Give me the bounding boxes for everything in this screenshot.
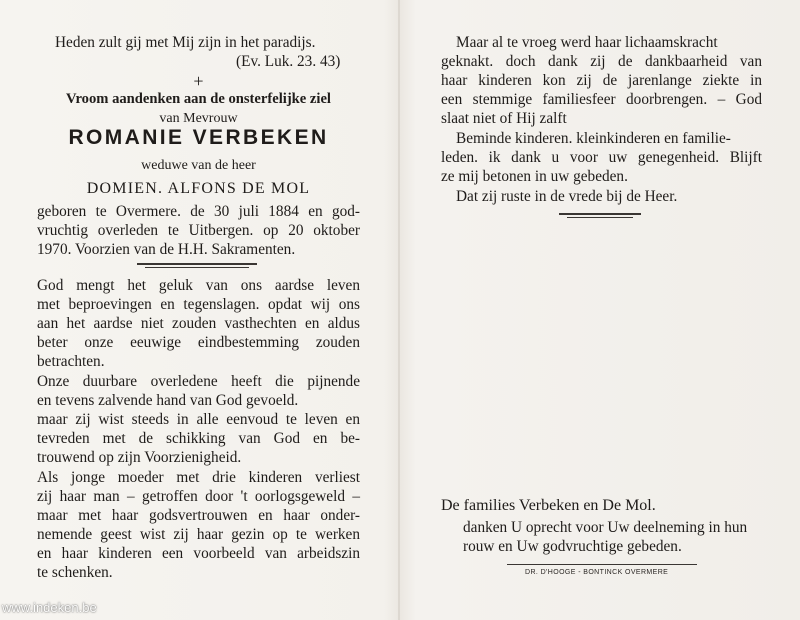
divider-ornament bbox=[137, 263, 257, 269]
card-fold bbox=[398, 0, 400, 620]
deceased-name: ROMANIE VERBEKEN bbox=[68, 126, 329, 149]
paragraph-line: en haar kinderen een voorbeeld van arbeidszin bbox=[37, 545, 360, 562]
paragraph-line: Beminde kinderen. kleinkinderen en familie- bbox=[456, 130, 731, 147]
paragraph-line: met beproevingen en tegenslagen. opdat wij ons bbox=[37, 296, 360, 313]
paragraph-line: aan het aardse niet zouden vasthechten en aldus bbox=[37, 315, 360, 332]
paragraph-line: betrachten. bbox=[37, 353, 105, 370]
paragraph-line: trouwend op zijn Voorzienigheid. bbox=[37, 449, 242, 466]
paragraph-line: ze mij betonen in uw gebeden. bbox=[441, 168, 628, 185]
verse-text: Heden zult gij met Mij zijn in het paradijs. bbox=[55, 34, 316, 51]
families-signature: De families Verbeken en De Mol. bbox=[441, 497, 656, 514]
verse-reference: (Ev. Luk. 23. 43) bbox=[236, 53, 341, 70]
paragraph-line: te schenken. bbox=[37, 564, 113, 581]
divider-ornament bbox=[559, 213, 641, 219]
printer-divider bbox=[507, 564, 697, 565]
paragraph-line: tevreden met de schikking van God en be- bbox=[37, 430, 360, 447]
paragraph-line: maar met haar godsvertrouwen en haar onder- bbox=[37, 507, 360, 524]
paragraph-line: een stemmige familiesfeer doorbrengen. – God bbox=[441, 91, 762, 108]
paragraph-line: haar kinderen kon zij de jarenlange ziekte in bbox=[441, 72, 762, 89]
bio-line: geboren te Overmere. de 30 juli 1884 en god- bbox=[37, 203, 360, 220]
paragraph-line: zij haar man – getroffen door 't oorlogsgeweld – bbox=[37, 488, 360, 505]
paragraph-line: beter onze eeuwige eindbestemming zouden bbox=[37, 334, 360, 351]
bio-line: 1970. Voorzien van de H.H. Sakramenten. bbox=[37, 241, 296, 258]
site-watermark: www.indeken.be bbox=[2, 600, 97, 615]
paragraph-line: Onze duurbare overledene heeft die pijnende bbox=[37, 373, 360, 390]
paragraph-line: geknakt. doch dank zij de dankbaarheid van bbox=[441, 53, 762, 70]
bio-line: vruchtig overleden te Uitbergen. op 20 oktober bbox=[37, 222, 360, 239]
thanks-line: danken U oprecht voor Uw deelneming in hun bbox=[463, 519, 748, 536]
paragraph-line: maar zij wist steeds in alle eenvoud te leven en bbox=[37, 411, 360, 428]
van-mevrouw: van Mevrouw bbox=[159, 111, 238, 126]
widow-of: weduwe van de heer bbox=[141, 158, 256, 173]
paragraph-line: leden. ik dank u voor uw genegenheid. Blijft bbox=[441, 149, 762, 166]
paragraph-line: Maar al te vroeg werd haar lichaamskracht bbox=[456, 34, 718, 51]
husband-name: DOMIEN. ALFONS DE MOL bbox=[86, 180, 311, 197]
memory-heading: Vroom aandenken aan de onsterfelijke ziel bbox=[66, 91, 331, 107]
paragraph-line: slaat niet of Hij zalft bbox=[441, 110, 567, 127]
closing-line: Dat zij ruste in de vrede bij de Heer. bbox=[456, 188, 678, 205]
printer-mark: DR. D'HOOGE - BONTINCK OVERMERE bbox=[525, 569, 669, 576]
paragraph-line: God mengt het geluk van ons aardse leven bbox=[37, 277, 360, 294]
thanks-line: rouw en Uw godvruchtige gebeden. bbox=[463, 538, 682, 555]
paragraph-line: Als jonge moeder met drie kinderen verliest bbox=[37, 469, 360, 486]
cross-symbol: + bbox=[193, 71, 204, 91]
paragraph-line: en tevens zalvende hand van God gevoeld. bbox=[37, 392, 299, 409]
paragraph-line: nemende geest wist zij haar gezin op te werken bbox=[37, 526, 360, 543]
